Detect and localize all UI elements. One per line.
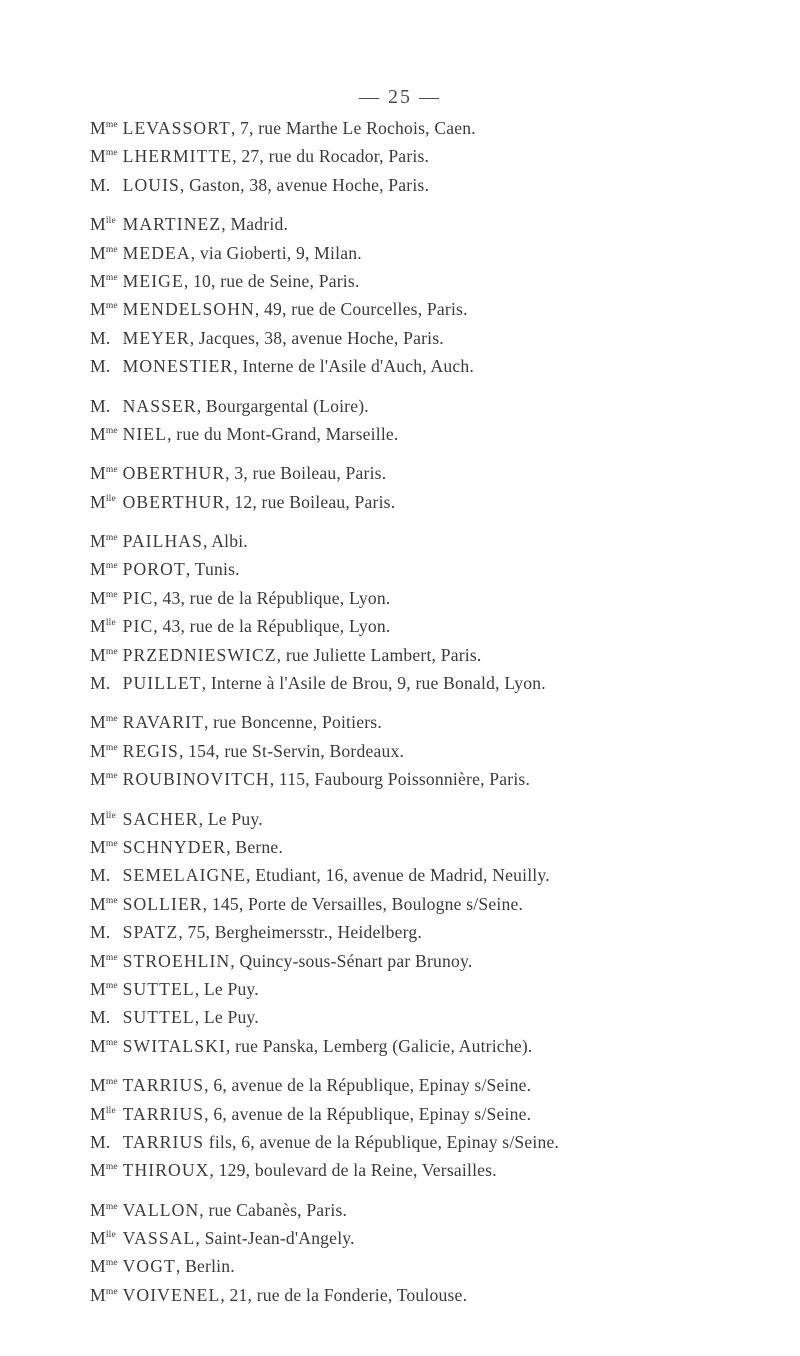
honorific-base: M — [90, 463, 106, 484]
member-entry — [90, 975, 780, 1003]
member-entry — [90, 708, 780, 736]
member-name: TARRIUS — [122, 1075, 205, 1096]
page-number: — 25 — — [359, 86, 441, 108]
honorific — [90, 805, 118, 833]
honorific-base: M. — [90, 673, 111, 694]
honorific — [90, 142, 118, 170]
honorific-base: M — [90, 146, 106, 167]
member-entry — [90, 890, 780, 918]
honorific-base: M — [90, 242, 106, 263]
honorific-suffix: me — [105, 589, 118, 600]
member-name: SPATZ — [122, 922, 179, 943]
entry-group — [90, 805, 780, 1061]
member-entry — [90, 392, 780, 420]
member-name: OBERTHUR — [122, 491, 226, 512]
member-address: , Interne de l'Asile d'Auch, Auch. — [233, 356, 475, 377]
member-entry — [90, 267, 780, 295]
honorific — [90, 239, 118, 267]
member-address: , Gaston, 38, avenue Hoche, Paris. — [179, 174, 430, 195]
member-name: ROUBINOVITCH — [122, 769, 270, 790]
member-name: LOUIS — [122, 174, 180, 195]
member-name: SUTTEL — [122, 978, 195, 999]
member-name: PAILHAS — [122, 531, 203, 552]
member-name: VASSAL — [122, 1228, 196, 1249]
honorific — [90, 210, 118, 238]
honorific — [90, 669, 118, 697]
member-name: REGIS — [122, 740, 179, 761]
member-address: , Bourgargental (Loire). — [196, 395, 369, 416]
member-entry — [90, 641, 780, 669]
member-entry — [90, 918, 780, 946]
member-entry — [90, 1156, 780, 1184]
member-entry — [90, 295, 780, 323]
member-address: , 75, Bergheimersstr., Heidelberg. — [178, 922, 422, 943]
member-name: TARRIUS — [122, 1131, 205, 1152]
honorific-suffix: me — [105, 1258, 118, 1269]
honorific-suffix: me — [105, 1162, 118, 1173]
member-address: , rue Boncenne, Poitiers. — [203, 712, 382, 733]
member-name: MARTINEZ — [122, 214, 222, 235]
honorific — [90, 114, 118, 142]
honorific-base: M — [90, 559, 106, 580]
member-address: , 154, rue St-Servin, Bordeaux. — [178, 740, 405, 761]
member-address: , rue Panska, Lemberg (Galicie, Autriche). — [225, 1035, 533, 1056]
honorific — [90, 612, 118, 640]
member-entry — [90, 1128, 780, 1156]
honorific-suffix: me — [105, 714, 118, 725]
honorific-suffix: me — [105, 272, 118, 283]
member-address: , Jacques, 38, avenue Hoche, Paris. — [189, 327, 444, 348]
honorific-suffix: me — [105, 465, 118, 476]
honorific-base: M. — [90, 356, 111, 377]
honorific — [90, 1224, 118, 1252]
honorific-suffix: lle — [105, 810, 116, 821]
member-address: , 10, rue de Seine, Paris. — [183, 270, 360, 291]
member-name: PIC — [122, 587, 154, 608]
entry-group — [90, 1071, 780, 1185]
member-address: , Etudiant, 16, avenue de Madrid, Neuilly. — [246, 865, 550, 886]
entry-group — [90, 1196, 780, 1310]
honorific-suffix: me — [105, 895, 118, 906]
honorific-base: M — [90, 214, 106, 235]
member-address: , 129, boulevard de la Reine, Versailles. — [209, 1160, 497, 1181]
honorific-suffix: lle — [105, 1230, 116, 1241]
member-name: SEMELAIGNE — [122, 865, 247, 886]
honorific-suffix: me — [105, 561, 118, 572]
member-address: , 12, rue Boileau, Paris. — [225, 491, 396, 512]
honorific-suffix: me — [105, 838, 118, 849]
honorific — [90, 267, 118, 295]
member-address: fils, 6, avenue de la République, Epinay s/Seine. — [204, 1131, 560, 1152]
honorific — [90, 392, 118, 420]
member-name: VOIVENEL — [122, 1284, 221, 1305]
honorific-suffix: me — [105, 771, 118, 782]
member-entry — [90, 1071, 780, 1099]
honorific-suffix: me — [105, 1077, 118, 1088]
honorific-base: M — [90, 270, 106, 291]
honorific — [90, 1032, 118, 1060]
member-address: , Le Puy. — [194, 978, 259, 999]
honorific-suffix: lle — [105, 216, 116, 227]
member-entry — [90, 1252, 780, 1280]
member-address: , Interne à l'Asile de Brou, 9, rue Bonald, Lyon. — [201, 673, 546, 694]
entry-group — [90, 114, 780, 199]
honorific-base: M. — [90, 922, 111, 943]
member-entry — [90, 669, 780, 697]
honorific-base: M — [90, 616, 106, 637]
entry-group — [90, 459, 780, 516]
member-address: , 3, rue Boileau, Paris. — [225, 463, 387, 484]
honorific — [90, 975, 118, 1003]
honorific-base: M — [90, 978, 106, 999]
member-address: , Berne. — [226, 836, 284, 857]
honorific — [90, 947, 118, 975]
honorific-suffix: lle — [105, 493, 116, 504]
member-address: , 49, rue de Courcelles, Paris. — [254, 299, 468, 320]
member-name: RAVARIT — [122, 712, 204, 733]
member-name: MONESTIER — [122, 356, 234, 377]
member-entry — [90, 1196, 780, 1224]
member-address: , 27, rue du Rocador, Paris. — [232, 146, 430, 167]
honorific-base: M — [90, 1199, 106, 1220]
honorific-base: M. — [90, 865, 111, 886]
member-name: SCHNYDER — [122, 836, 227, 857]
member-name: PRZEDNIESWICZ — [122, 644, 277, 665]
member-name: MEIGE — [122, 270, 184, 291]
honorific-base: M. — [90, 1007, 111, 1028]
honorific-base: M. — [90, 395, 111, 416]
member-address: , 43, rue de la République, Lyon. — [153, 587, 391, 608]
honorific-base: M — [90, 1035, 106, 1056]
honorific — [90, 420, 118, 448]
member-entry — [90, 1100, 780, 1128]
member-entry — [90, 1003, 780, 1031]
member-entry — [90, 352, 780, 380]
entry-group — [90, 210, 780, 380]
member-name: VOGT — [122, 1256, 176, 1277]
honorific-base: M. — [90, 327, 111, 348]
honorific-base: M — [90, 950, 106, 971]
member-entry — [90, 420, 780, 448]
member-address: , Saint-Jean-d'Angely. — [195, 1228, 355, 1249]
member-name: THIROUX — [122, 1160, 210, 1181]
honorific — [90, 641, 118, 669]
member-name: OBERTHUR — [122, 463, 226, 484]
honorific-suffix: me — [105, 244, 118, 255]
honorific — [90, 1071, 118, 1099]
honorific — [90, 918, 118, 946]
member-address: , 21, rue de la Fonderie, Toulouse. — [220, 1284, 468, 1305]
member-entry — [90, 1032, 780, 1060]
member-entry — [90, 324, 780, 352]
honorific-base: M — [90, 1160, 106, 1181]
honorific-base: M — [90, 1103, 106, 1124]
honorific — [90, 737, 118, 765]
honorific — [90, 765, 118, 793]
honorific — [90, 459, 118, 487]
honorific-base: M — [90, 893, 106, 914]
member-address: , Berlin. — [175, 1256, 235, 1277]
honorific — [90, 584, 118, 612]
honorific-suffix: me — [105, 120, 118, 130]
honorific-suffix: me — [105, 980, 118, 991]
member-name: SUTTEL — [122, 1007, 195, 1028]
honorific-base: M — [90, 423, 106, 444]
member-address: , Le Puy. — [194, 1007, 259, 1028]
member-entry — [90, 555, 780, 583]
honorific — [90, 1281, 118, 1309]
honorific — [90, 1128, 118, 1156]
honorific-base: M — [90, 587, 106, 608]
honorific-base: M — [90, 712, 106, 733]
member-address: , rue du Mont-Grand, Marseille. — [167, 423, 399, 444]
honorific-base: M — [90, 836, 106, 857]
honorific-base: M — [90, 769, 106, 790]
member-address: , Madrid. — [221, 214, 289, 235]
member-entry — [90, 114, 780, 142]
member-entry — [90, 527, 780, 555]
honorific — [90, 708, 118, 736]
entry-group — [90, 527, 780, 697]
member-entry — [90, 1224, 780, 1252]
honorific-base: M — [90, 644, 106, 665]
honorific-suffix: lle — [105, 618, 116, 629]
honorific — [90, 890, 118, 918]
member-address: , Quincy-sous-Sénart par Brunoy. — [230, 950, 473, 971]
member-name: LHERMITTE — [122, 146, 233, 167]
honorific-suffix: lle — [105, 1105, 116, 1116]
honorific-base: M. — [90, 174, 111, 195]
honorific — [90, 555, 118, 583]
member-name: MENDELSOHN — [122, 299, 255, 320]
honorific — [90, 861, 118, 889]
member-entry — [90, 947, 780, 975]
member-entry — [90, 171, 780, 199]
member-name: NASSER — [122, 395, 197, 416]
honorific-base: M — [90, 1256, 106, 1277]
member-entry — [90, 861, 780, 889]
member-name: SOLLIER — [122, 893, 203, 914]
member-entry — [90, 142, 780, 170]
honorific-base: M — [90, 1284, 106, 1305]
member-address: , Tunis. — [185, 559, 240, 580]
member-entry — [90, 737, 780, 765]
honorific — [90, 352, 118, 380]
honorific-base: M — [90, 531, 106, 552]
entry-group — [90, 392, 780, 449]
member-address: , via Gioberti, 9, Milan. — [190, 242, 362, 263]
honorific — [90, 1196, 118, 1224]
member-entry — [90, 210, 780, 238]
member-name: MEYER — [122, 327, 190, 348]
honorific-suffix: me — [105, 425, 118, 436]
member-address: , 115, Faubourg Poissonnière, Paris. — [269, 769, 531, 790]
member-name: POROT — [122, 559, 186, 580]
honorific — [90, 1156, 118, 1184]
member-address: , Albi. — [203, 531, 248, 552]
honorific-suffix: me — [105, 1201, 118, 1212]
honorific — [90, 1252, 118, 1280]
member-entry — [90, 239, 780, 267]
honorific-suffix: me — [105, 148, 118, 159]
honorific-suffix: me — [105, 1286, 118, 1297]
member-name: PIC — [122, 616, 154, 637]
member-address: , rue Cabanès, Paris. — [199, 1199, 348, 1220]
member-address: , 7, rue Marthe Le Rochois, Caen. — [230, 118, 476, 138]
honorific-suffix: me — [105, 533, 118, 544]
member-entry — [90, 459, 780, 487]
honorific-base: M — [90, 1075, 106, 1096]
honorific-base: M — [90, 1228, 106, 1249]
honorific-suffix: me — [105, 1037, 118, 1048]
member-name: NIEL — [122, 423, 168, 444]
member-address: , 43, rue de la République, Lyon. — [153, 616, 391, 637]
member-name: LEVASSORT — [122, 118, 231, 138]
honorific — [90, 833, 118, 861]
member-address: , 6, avenue de la République, Epinay s/Seine. — [204, 1075, 532, 1096]
member-name: SACHER — [122, 808, 199, 829]
honorific-suffix: me — [105, 952, 118, 963]
member-address: , 145, Porte de Versailles, Boulogne s/Seine. — [202, 893, 524, 914]
honorific-suffix: me — [105, 742, 118, 753]
honorific — [90, 1003, 118, 1031]
honorific-base: M — [90, 299, 106, 320]
member-name: STROEHLIN — [122, 950, 231, 971]
honorific — [90, 527, 118, 555]
member-name: TARRIUS — [122, 1103, 205, 1124]
member-address: , rue Juliette Lambert, Paris. — [276, 644, 482, 665]
member-name: VALLON — [122, 1199, 200, 1220]
member-address: , Le Puy. — [198, 808, 263, 829]
honorific-suffix: me — [105, 646, 118, 657]
member-list — [90, 114, 780, 1320]
honorific — [90, 171, 118, 199]
honorific-base: M — [90, 491, 106, 512]
honorific-suffix: me — [105, 301, 118, 312]
honorific-base: M — [90, 740, 106, 761]
member-name: PUILLET — [122, 673, 202, 694]
member-name: SWITALSKI — [122, 1035, 226, 1056]
honorific — [90, 295, 118, 323]
member-entry — [90, 584, 780, 612]
honorific — [90, 324, 118, 352]
honorific-base: M — [90, 808, 106, 829]
member-entry — [90, 833, 780, 861]
honorific-base: M. — [90, 1131, 111, 1152]
honorific — [90, 488, 118, 516]
member-address: , 6, avenue de la République, Epinay s/Seine. — [204, 1103, 532, 1124]
member-entry — [90, 765, 780, 793]
member-entry — [90, 488, 780, 516]
member-name: MEDEA — [122, 242, 191, 263]
member-entry — [90, 612, 780, 640]
member-entry — [90, 1281, 780, 1309]
entry-group — [90, 708, 780, 793]
member-entry — [90, 805, 780, 833]
honorific-base: M — [90, 118, 106, 138]
honorific — [90, 1100, 118, 1128]
